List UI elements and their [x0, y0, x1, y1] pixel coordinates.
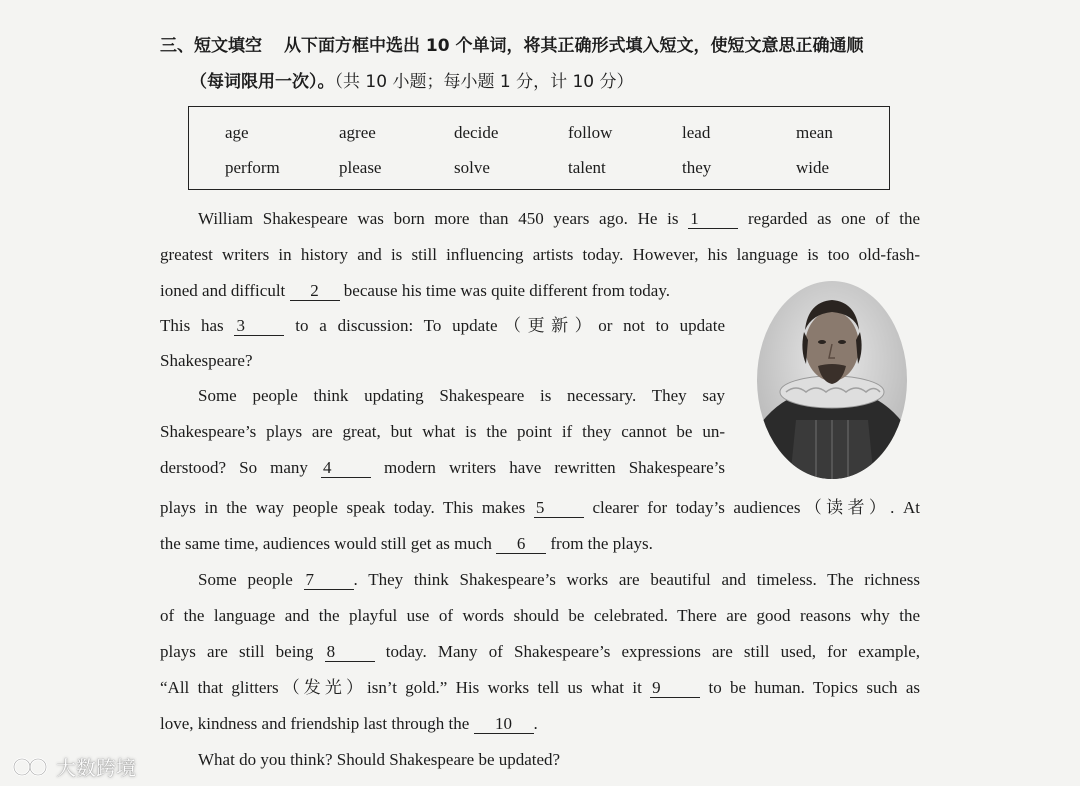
word-bank-item: agree — [339, 123, 376, 142]
blank-2[interactable]: 2 — [290, 282, 340, 301]
blank-7[interactable]: 7 — [304, 571, 354, 590]
watermark-text: 大数跨境 — [56, 756, 136, 780]
passage-line: Some people think updating Shakespeare is necessary. They say — [198, 386, 725, 405]
word-bank-item: lead — [682, 123, 711, 142]
shakespeare-portrait — [756, 280, 908, 480]
blank-5[interactable]: 5 — [534, 499, 584, 518]
watermark-logo-icon — [12, 754, 52, 780]
section-heading — [160, 34, 940, 92]
passage-line: plays in the way people speak today. This makes 5 clearer for today’s audiences（读者）. At — [160, 498, 921, 517]
passage-line: William Shakespeare was born more than 450 years ago. He is 1 regarded as one of the — [198, 209, 921, 228]
word-bank-item: age — [225, 123, 249, 142]
word-bank-box — [188, 106, 890, 190]
section-number: 三、短文填空 — [160, 36, 262, 56]
word-bank-item: follow — [568, 123, 613, 142]
word-bank-item: wide — [796, 158, 830, 177]
passage-line: of the language and the playful use of words should be celebrated. There are good reasons why the — [160, 606, 920, 625]
passage-line: greatest writers in history and is still influencing artists today. However, his language is too old-fash- — [160, 245, 920, 264]
passage-line: Some people 7 . They think Shakespeare’s works are beautiful and timeless. The richness — [198, 570, 921, 589]
word-bank-item: decide — [454, 123, 499, 142]
passage-line: This has 3 to a discussion: To update（更新）or not to update — [160, 316, 725, 335]
passage-line: Shakespeare? — [160, 351, 253, 370]
word-bank-item: they — [682, 158, 712, 177]
blank-10[interactable]: 10 — [474, 715, 534, 734]
passage-line: derstood? So many 4 modern writers have rewritten Shakespeare’s — [160, 458, 726, 477]
score-note: （共 10 小题；每小题 1 分，计 10 分） — [334, 72, 634, 92]
passage-line: love, kindness and friendship last through the 10 . — [160, 714, 538, 733]
blank-6[interactable]: 6 — [496, 535, 546, 554]
passage-line: plays are still being 8 today. Many of Shakespeare’s expressions are still used, for example, — [160, 642, 921, 661]
passage-line: “All that glitters（发光）isn’t gold.” His works tell us what it 9 to be human. Topics such as — [160, 678, 921, 697]
blank-3[interactable]: 3 — [234, 317, 284, 336]
section-instruction: 从下面方框中选出 10 个单词，将其正确形式填入短文，使短文意思正确通顺 — [284, 36, 864, 56]
blank-1[interactable]: 1 — [688, 210, 738, 229]
section-rule: （每词限用一次）。 — [190, 72, 335, 92]
blank-8[interactable]: 8 — [325, 643, 375, 662]
passage-line: Shakespeare’s plays are great, but what is the point if they cannot be un- — [160, 422, 725, 441]
word-bank-item: perform — [225, 158, 280, 177]
word-bank-item: mean — [796, 123, 833, 142]
watermark — [12, 752, 136, 781]
passage-line: the same time, audiences would still get as much 6 from the plays. — [160, 534, 653, 553]
word-bank-item: please — [339, 158, 382, 177]
passage-line: What do you think? Should Shakespeare be updated? — [198, 750, 561, 769]
word-bank-item: solve — [454, 158, 490, 177]
passage-line: ioned and difficult 2 because his time was quite different from today. — [160, 281, 670, 300]
blank-9[interactable]: 9 — [650, 679, 700, 698]
word-bank-item: talent — [568, 158, 606, 177]
blank-4[interactable]: 4 — [321, 459, 371, 478]
